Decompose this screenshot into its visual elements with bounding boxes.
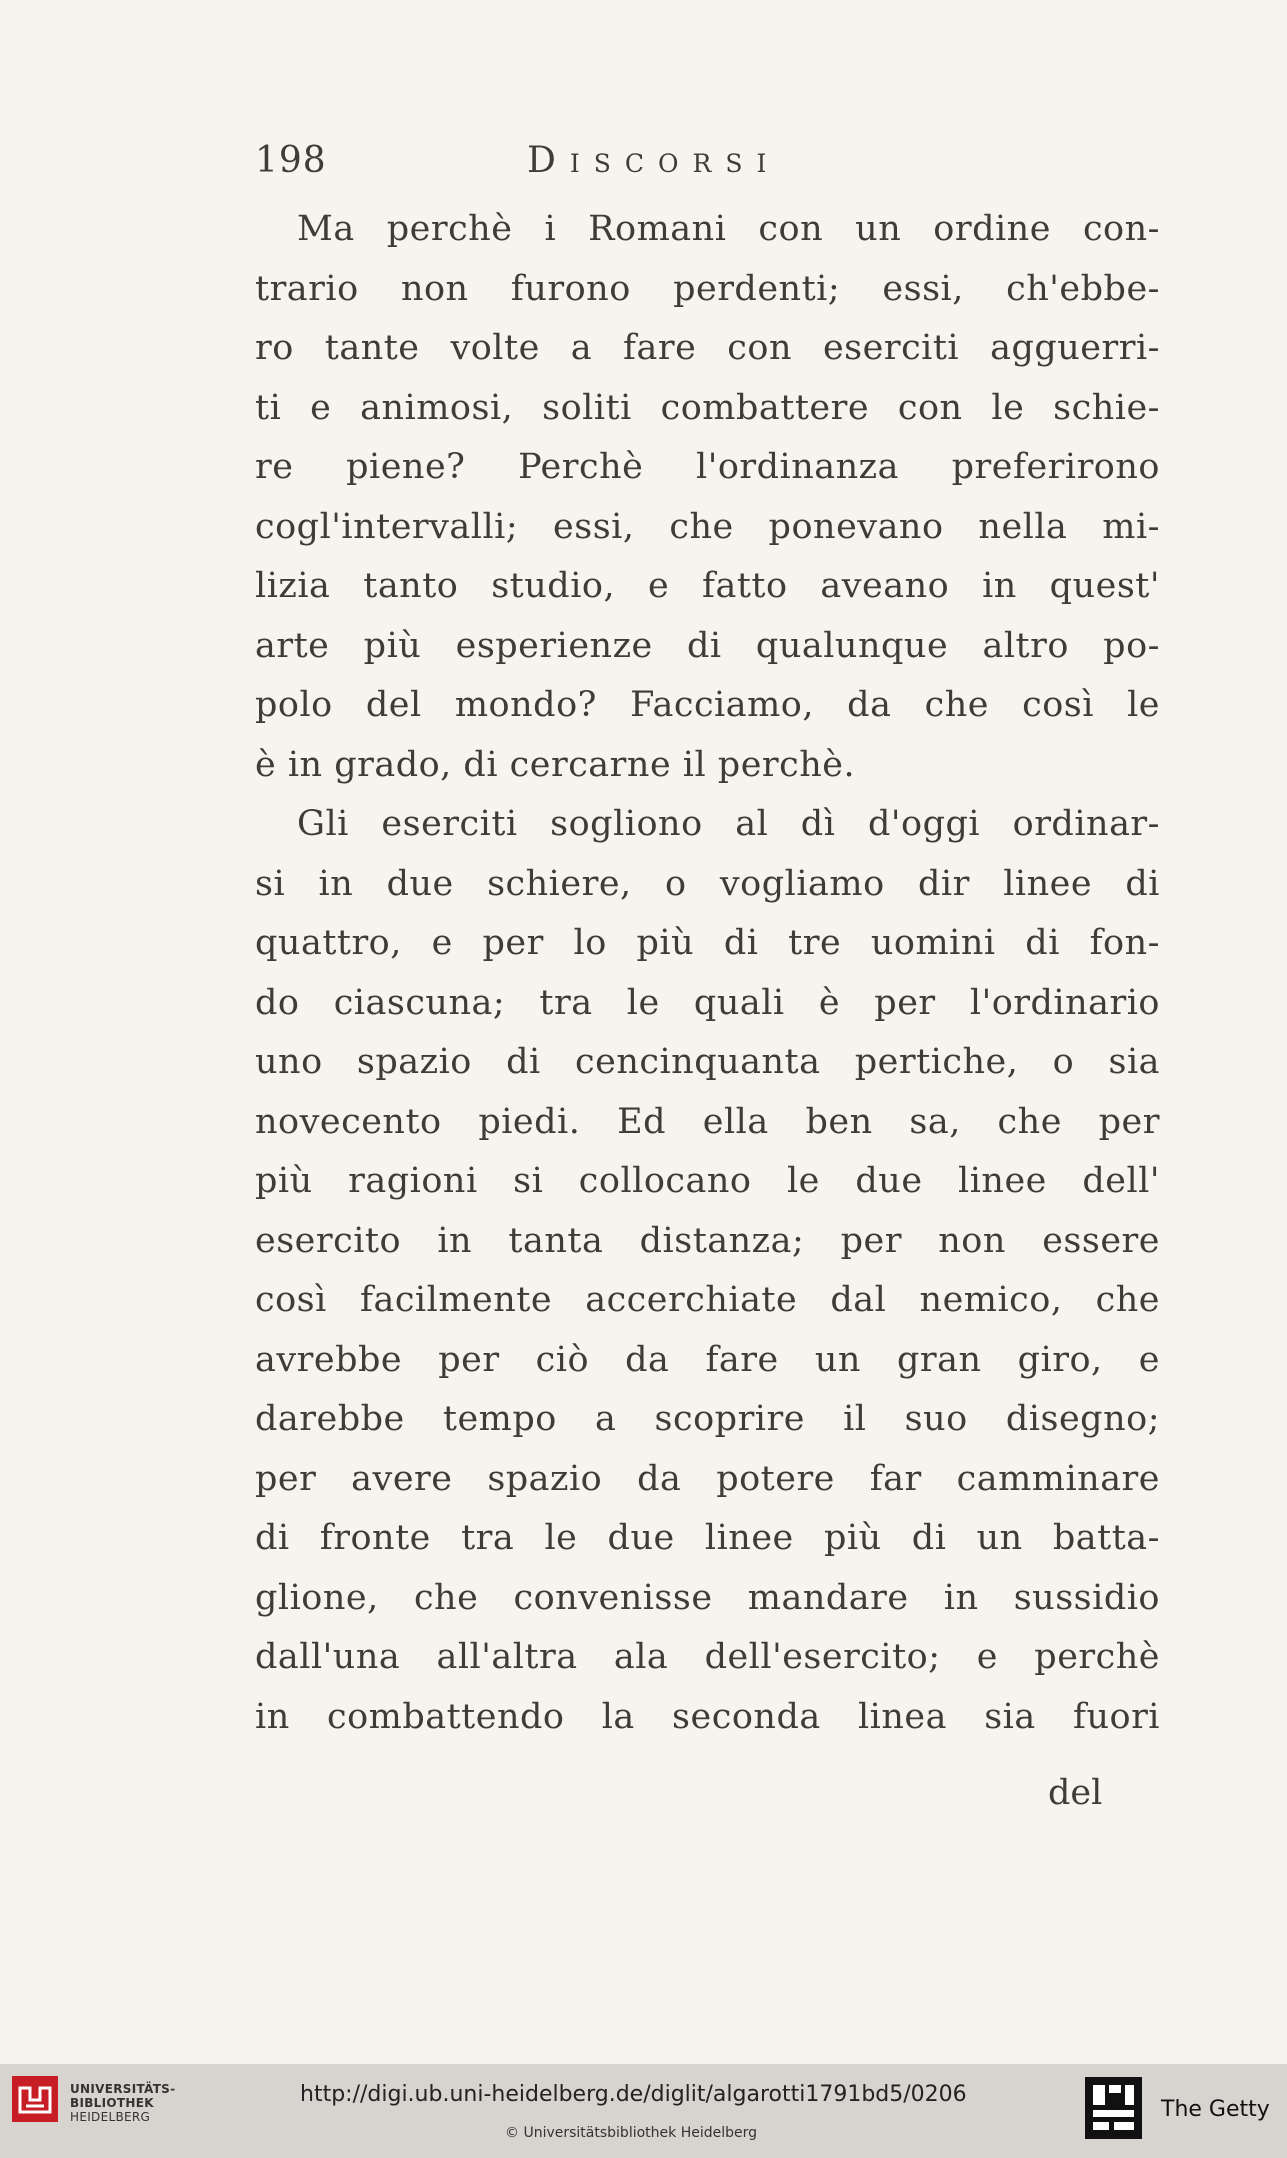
text-line: è in grado, di cercarne il perchè. xyxy=(255,744,856,785)
text-line: trario non furono perdenti; essi, ch'ebbe- xyxy=(255,268,1160,309)
text-line: dall'una all'altra ala dell'esercito; e perchè xyxy=(255,1637,1160,1677)
text-line: polo del mondo? Facciamo, da che così le xyxy=(255,685,1160,725)
text-line: lizia tanto studio, e fatto aveano in quest' xyxy=(255,566,1160,606)
text-line: di fronte tra le due linee più di un batta- xyxy=(255,1518,1160,1558)
text-line: in combattendo la seconda linea sia fuori xyxy=(255,1696,1160,1737)
library-city: HEIDELBERG xyxy=(70,2110,151,2124)
document-url-link[interactable]: http://digi.ub.uni-heidelberg.de/diglit/algarotti1791bd5/0206 xyxy=(300,2082,967,2107)
copyright-notice: © Universitätsbibliothek Heidelberg xyxy=(505,2125,758,2141)
library-name-line: UNIVERSITÄTS- xyxy=(70,2082,176,2096)
body-text xyxy=(255,200,1160,1747)
text-line: re piene? Perchè l'ordinanza preferirono xyxy=(255,447,1160,487)
page-number: 198 xyxy=(255,140,327,181)
text-line: ro tante volte a fare con eserciti agguerri- xyxy=(255,328,1160,368)
text-line: per avere spazio da potere far camminare xyxy=(255,1458,1160,1499)
text-line: Ma perchè i Romani con un ordine con- xyxy=(297,209,1160,249)
text-line: glione, che convenisse mandare in sussidio xyxy=(255,1577,1160,1618)
text-line: cogl'intervalli; essi, che ponevano nella mi- xyxy=(255,506,1160,547)
text-line: Gli eserciti sogliono al dì d'oggi ordinar- xyxy=(297,804,1160,844)
university-library-logo-icon xyxy=(12,2076,58,2122)
text-line: esercito in tanta distanza; per non essere xyxy=(255,1220,1160,1261)
text-line: avrebbe per ciò da fare un gran giro, e xyxy=(255,1339,1160,1380)
section-title: Discorsi xyxy=(527,140,781,181)
running-head xyxy=(255,140,895,192)
catchword: del xyxy=(1048,1773,1103,1813)
getty-logo-icon xyxy=(1085,2077,1142,2139)
text-line: novecento piedi. Ed ella ben sa, che per xyxy=(255,1101,1160,1142)
text-line: quattro, e per lo più di tre uomini di fon- xyxy=(255,923,1160,963)
text-line: così facilmente accerchiate dal nemico, che xyxy=(255,1280,1160,1320)
getty-name: The Getty xyxy=(1161,2097,1270,2122)
library-name-line: BIBLIOTHEK xyxy=(70,2096,154,2110)
text-line: uno spazio di cencinquanta pertiche, o sia xyxy=(255,1042,1160,1082)
text-line: più ragioni si collocano le due linee dell' xyxy=(255,1161,1160,1201)
text-line: darebbe tempo a scoprire il suo disegno; xyxy=(255,1399,1160,1439)
text-line: si in due schiere, o vogliamo dir linee di xyxy=(255,863,1160,904)
viewer-footer xyxy=(0,2064,1287,2158)
text-line: do ciascuna; tra le quali è per l'ordinario xyxy=(255,982,1160,1023)
text-line: arte più esperienze di qualunque altro po- xyxy=(255,625,1160,666)
library-name xyxy=(70,2082,175,2124)
text-line: ti e animosi, soliti combattere con le schie- xyxy=(255,387,1160,428)
